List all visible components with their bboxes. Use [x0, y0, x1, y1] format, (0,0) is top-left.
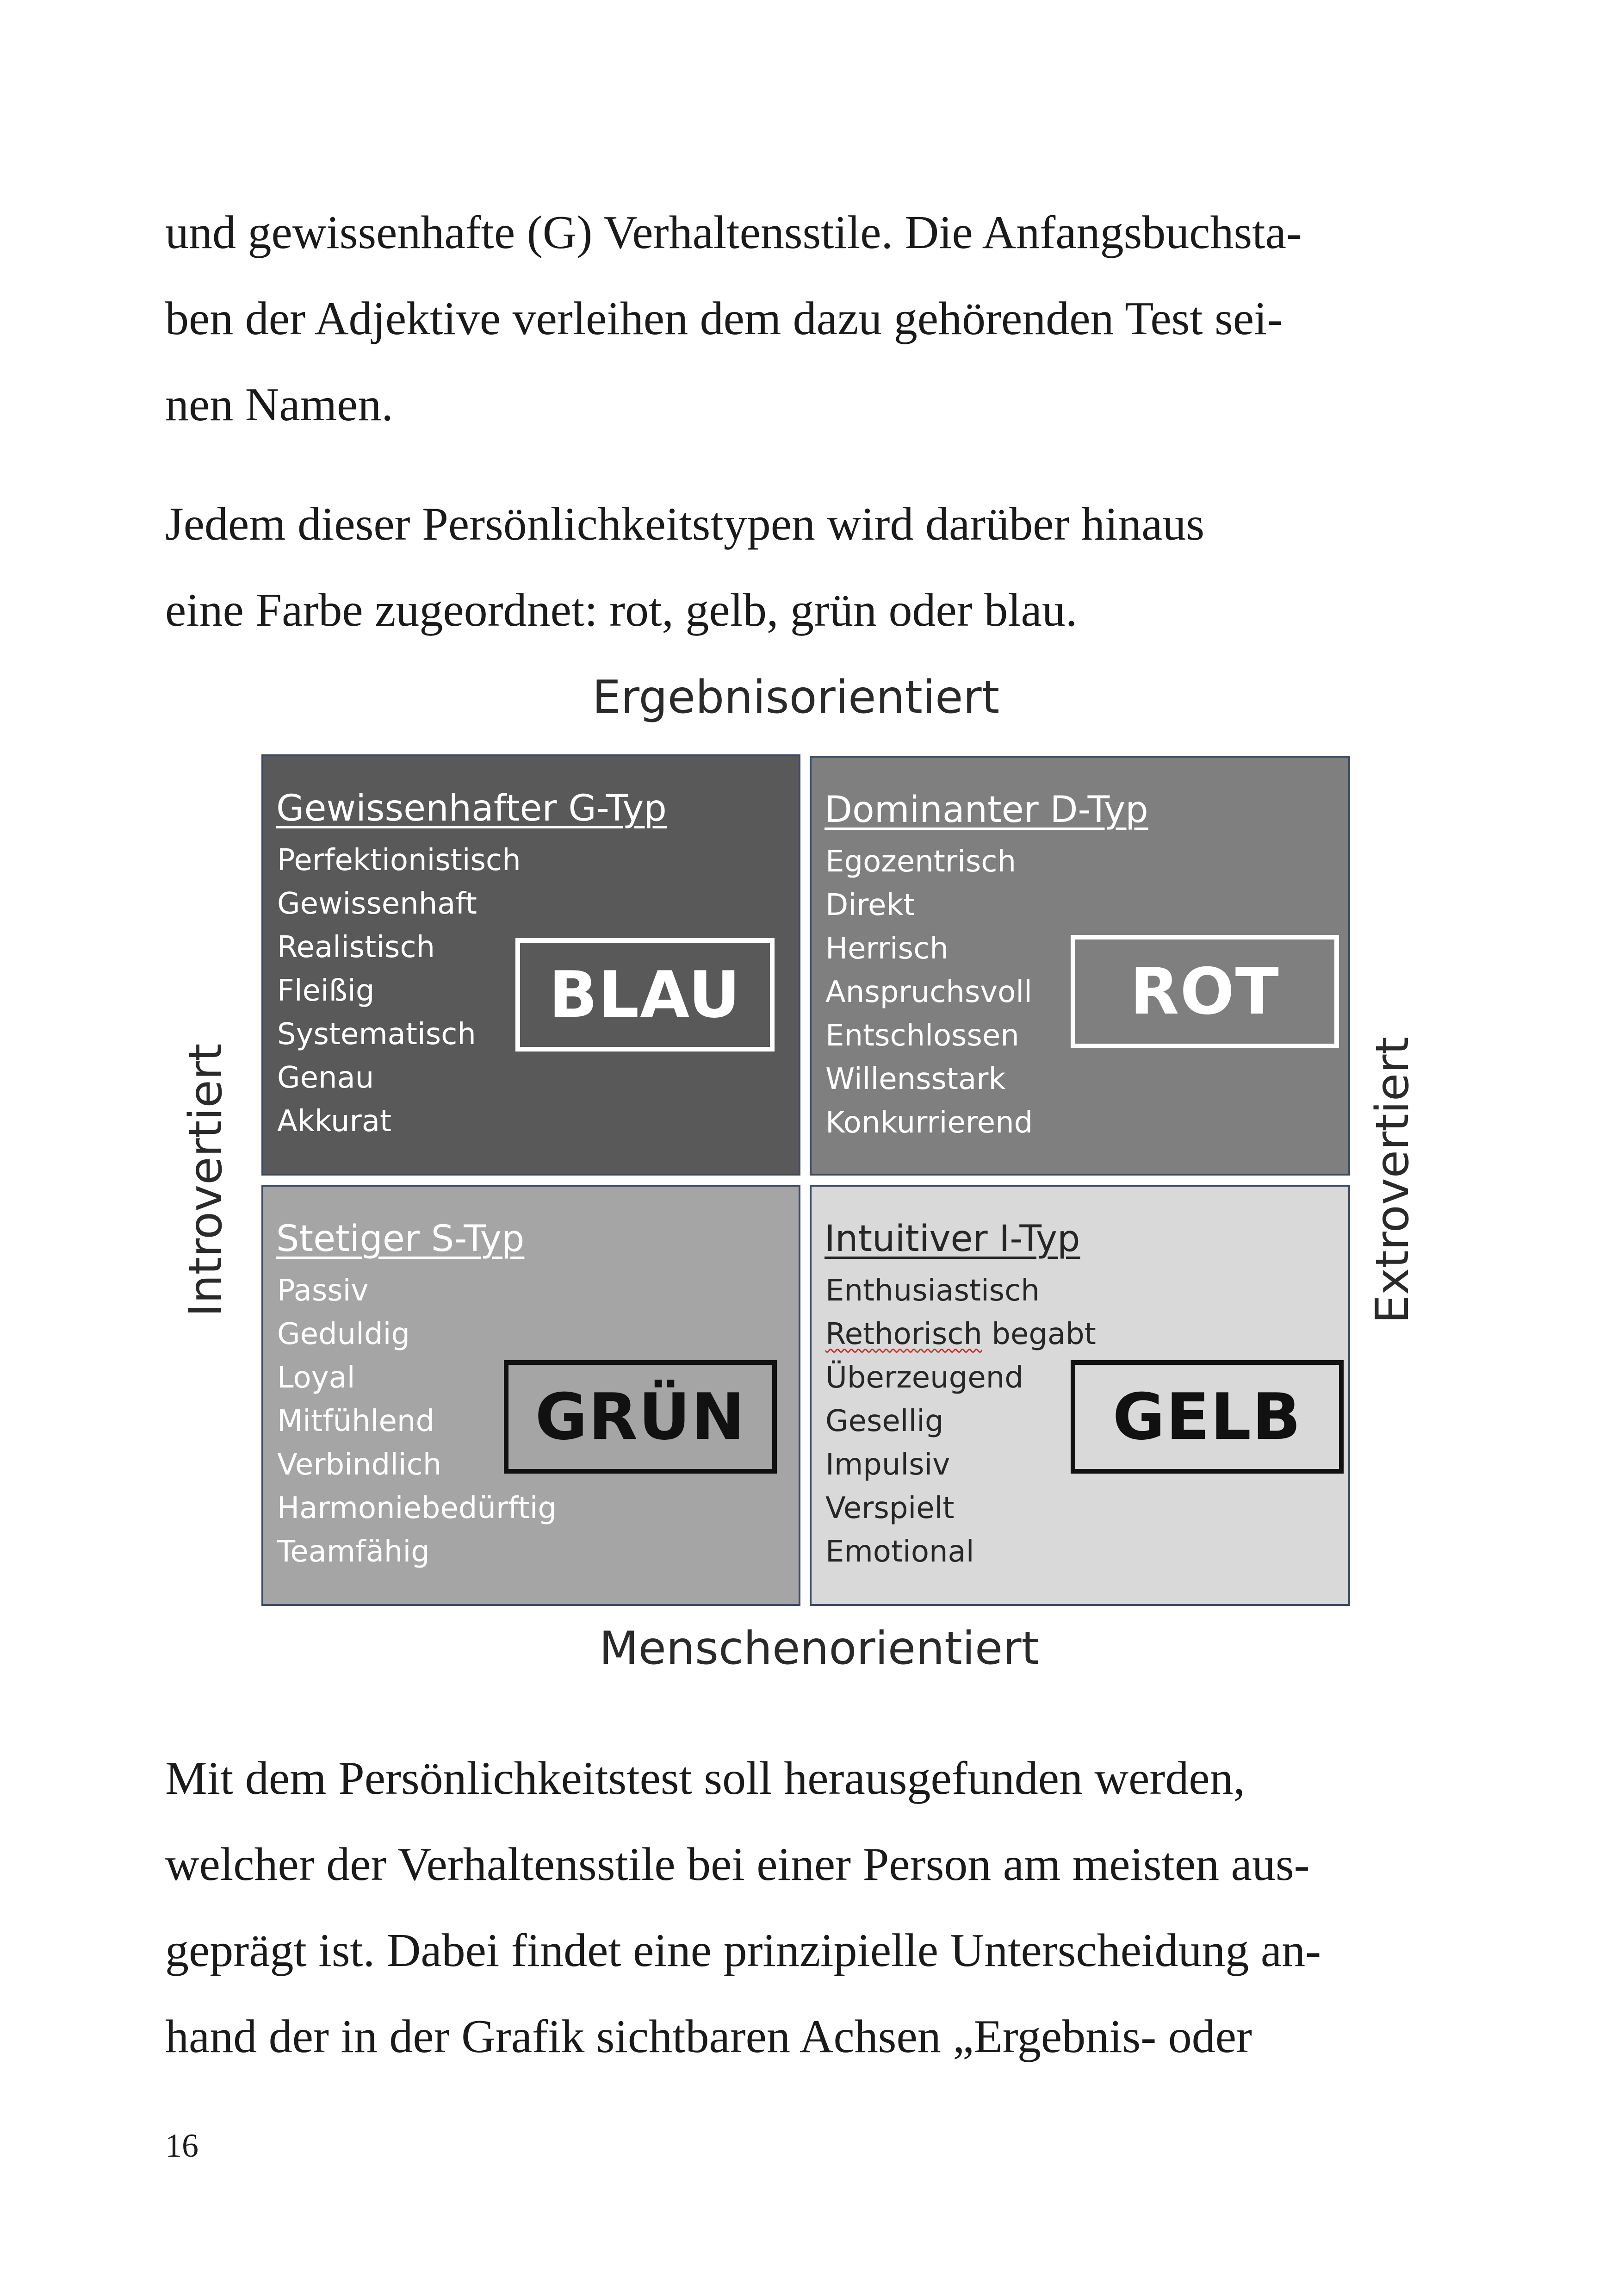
axis-label-right: Extrovertiert [1366, 1037, 1419, 1324]
quadrant-title: Gewissenhafter G-Typ [276, 788, 667, 829]
text-line: Mit dem Persönlichkeitstest soll herausgefunden werden, [165, 1752, 1246, 1804]
paragraph-intro [165, 190, 1447, 448]
trait-item: Verbindlich [277, 1448, 442, 1482]
trait-item [825, 1313, 1096, 1356]
trait-list [825, 1269, 1096, 1574]
trait-suffix: begabt [982, 1317, 1096, 1351]
page-number: 16 [165, 2127, 198, 2164]
trait-item: Egozentrisch [825, 845, 1017, 879]
text-line: eine Farbe zugeordnet: rot, gelb, grün oder blau. [165, 584, 1078, 636]
text-line: hand der in der Grafik sichtbaren Achsen „Ergebnis- oder [165, 2010, 1252, 2063]
trait-item: Konkurrierend [825, 1106, 1033, 1140]
trait-item: Enthusiastisch [825, 1274, 1040, 1308]
quadrant-title: Dominanter D-Typ [824, 789, 1148, 831]
color-label-box: GRÜN [504, 1360, 777, 1474]
trait-item: Überzeugend [825, 1361, 1023, 1395]
trait-item: Teamfähig [277, 1535, 430, 1569]
trait-item: Gesellig [825, 1404, 944, 1438]
text-line: ben der Adjektive verleihen dem dazu gehörenden Test sei- [165, 292, 1283, 345]
trait-item: Impulsiv [825, 1448, 950, 1482]
trait-item: Geduldig [277, 1317, 410, 1351]
trait-item: Harmoniebedürftig [277, 1491, 557, 1525]
trait-item: Entschlossen [825, 1019, 1019, 1053]
quadrant-d-type [810, 756, 1350, 1176]
trait-item: Genau [277, 1061, 374, 1095]
trait-item: Direkt [825, 888, 915, 922]
trait-item: Realistisch [277, 930, 435, 964]
trait-item: Fleißig [277, 974, 375, 1008]
text-line: geprägt ist. Dabei findet eine prinzipielle Unterscheidung an- [165, 1924, 1321, 1977]
trait-item: Gewissenhaft [277, 887, 477, 921]
quadrant-title: Intuitiver I-Typ [824, 1218, 1080, 1260]
axis-label-left: Introvertiert [180, 1043, 232, 1317]
quadrant-s-type [261, 1185, 800, 1606]
trait-item: Willensstark [825, 1062, 1006, 1096]
axis-label-bottom: Menschenorientiert [599, 1622, 1039, 1675]
trait-item: Emotional [825, 1535, 974, 1569]
paragraph-test-purpose [165, 1736, 1447, 2080]
color-label-box: BLAU [515, 938, 775, 1052]
quadrant-title: Stetiger S-Typ [276, 1218, 525, 1260]
text-line: nen Namen. [165, 379, 393, 431]
trait-item: Verspielt [825, 1491, 955, 1525]
trait-item: Mitfühlend [277, 1404, 435, 1438]
axis-label-top: Ergebnisorientiert [592, 671, 1000, 724]
text-line: Jedem dieser Persönlichkeitstypen wird darüber hinaus [165, 498, 1205, 550]
trait-list [825, 840, 1033, 1145]
paragraph-colors [165, 481, 1447, 653]
trait-item: Anspruchsvoll [825, 975, 1032, 1009]
trait-item: Akkurat [277, 1104, 392, 1139]
quadrant-i-type [810, 1185, 1350, 1606]
color-label-box: ROT [1071, 935, 1339, 1048]
text-line: welcher der Verhaltensstile bei einer Person am meisten aus- [165, 1838, 1310, 1891]
trait-item: Perfektionistisch [277, 843, 521, 877]
quadrant-g-type [261, 754, 800, 1176]
trait-item: Loyal [277, 1361, 355, 1395]
trait-list [277, 839, 521, 1143]
trait-item: Systematisch [277, 1017, 476, 1052]
text-line: und gewissenhafte (G) Verhaltensstile. Die Anfangsbuchsta- [165, 206, 1302, 259]
trait-item: Passiv [277, 1274, 369, 1308]
color-label-box: GELB [1071, 1360, 1344, 1474]
trait-item: Herrisch [825, 932, 948, 966]
spellcheck-flagged-word: Rethorisch [825, 1317, 982, 1351]
